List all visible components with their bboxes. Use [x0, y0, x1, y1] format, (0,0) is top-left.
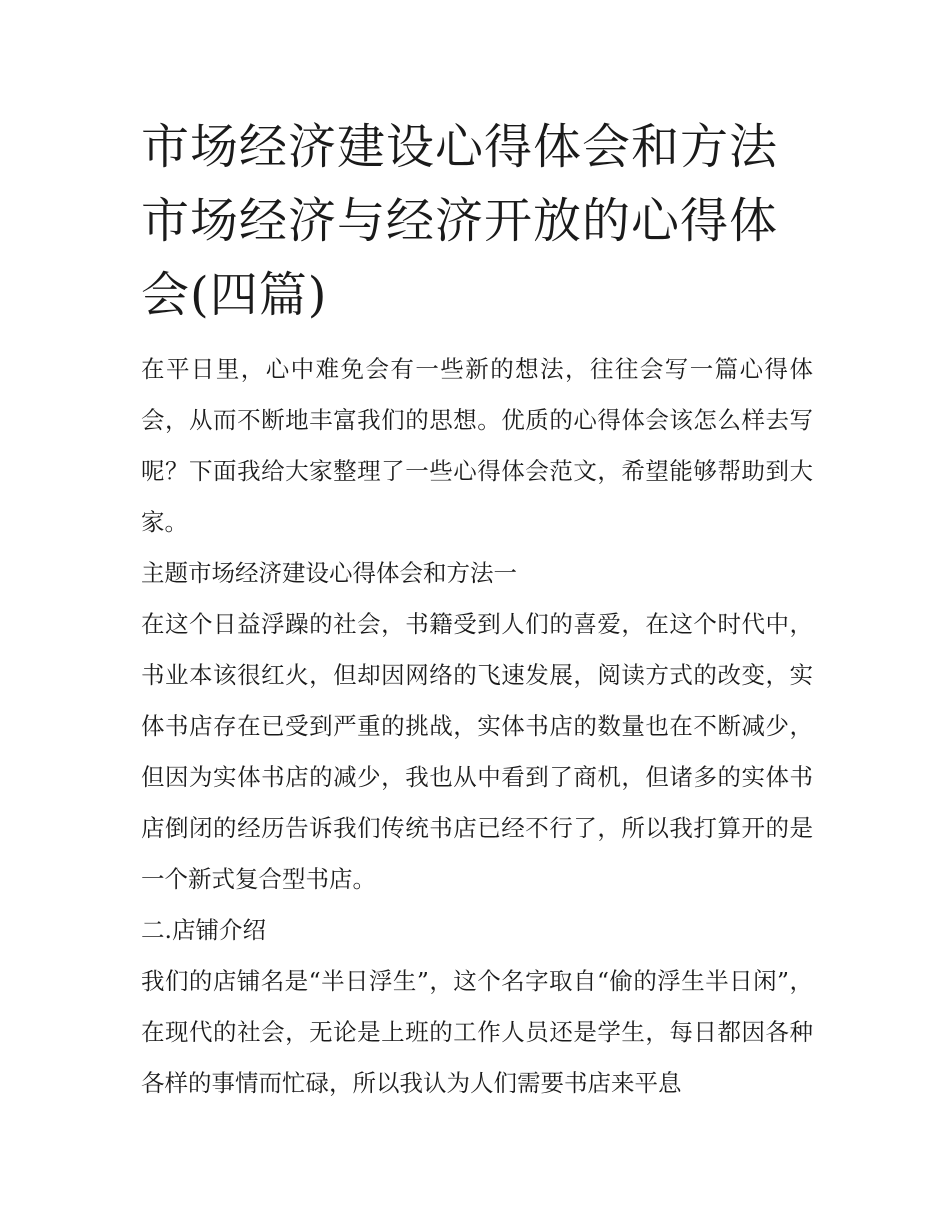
section-heading-store-intro: 二.店铺介绍 — [141, 916, 266, 944]
document-title: 市场经济建设心得体会和方法 市场经济与经济开放的心得体会(四篇) — [141, 119, 779, 323]
document-body — [141, 110, 813, 1109]
body-paragraph: 在这个日益浮躁的社会，书籍受到人们的喜爱，在这个时代中，书业本该很红火，但却因网络的飞速发展，阅读方式的改变，实体书店存在已受到严重的挑战，实体书店的数量也在不断减少，但因为实体书店的减少，我也从中看到了商机，但诸多的实体书店倒闭的经历告诉我们传统书店已经不行了，所以我打算开的是一个新式复合型书店。 — [141, 610, 813, 893]
intro-paragraph: 在平日里，心中难免会有一些新的想法，往往会写一篇心得体会，从而不断地丰富我们的思想。优质的心得体会该怎么样去写呢？下面我给大家整理了一些心得体会范文，希望能够帮助到大家。 — [141, 355, 813, 536]
body-paragraph-store-name: 我们的店铺名是“半日浮生”，这个名字取自“偷的浮生半日闲”，在现代的社会，无论是上班的工作人员还是学生，每日都因各种各样的事情而忙碌，所以我认为人们需要书店来平息 — [141, 967, 813, 1097]
section-heading-one: 主题市场经济建设心得体会和方法一 — [141, 559, 517, 587]
